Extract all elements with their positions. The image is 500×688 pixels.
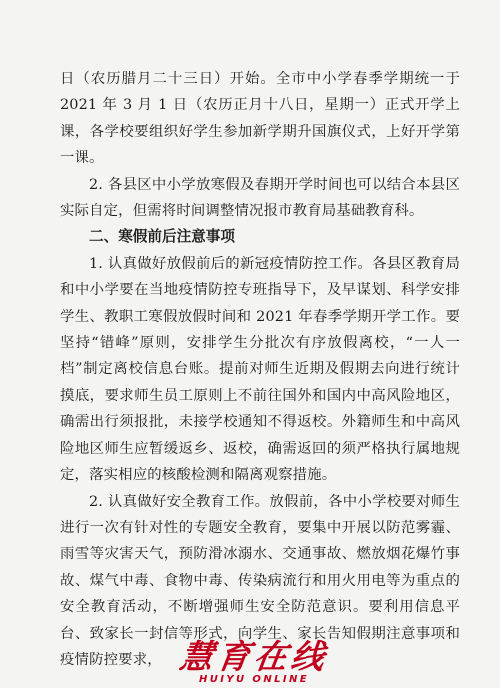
paragraph-school-start-date: 日（农历腊月二十三日）开始。全市中小学春季学期统一于 2021 年 3 月 1 日（农历正月十八日，星期一）正式开学上课，各学校要组织好学生参加新学期升国旗仪式，上好开学第一课。 <box>60 71 460 167</box>
section-heading: 二、寒假前后注意事项 <box>89 228 235 246</box>
watermark-main-text: 慧育在线 <box>177 637 331 676</box>
paragraph-safety-education: 2. 认真做好安全教育工作。放假前，各中小学校要对师生进行一次有针对性的专题安全教育，要集中开展以防范雾霾、雨雪等灾害天气，预防滑冰溺水、交通事故、燃放烟花爆竹事故、煤气中毒、食物中毒、传染病流行和用火用电等为重点的安全教育活动，不断增强师生安全防范意识。要利用信息平台、致家长一封信等形式，向学生、家长告知假期注意事项和疫情防控要求， <box>60 493 460 668</box>
paragraph-epidemic-control: 1. 认真做好放假前后的新冠疫情防控工作。各县区教育局和中小学要在当地疫情防控专班指导下，及早谋划、科学安排学生、教职工寒假放假时间和 2021 年春季学期开学工作。要坚持“错峰”原则，安排学生分批次有序放假离校，“一人一档”制定离校信息台账。提前对师生近期及假期去向进行统计摸底，要求师生员工原则上不前往国外和国内中高风险地区，确需出行须报批，未接学校通知不得返校。外籍师生和中高风险地区师生应暂缓返乡、返校，确需返回的须严格执行属地规定，落实相应的核酸检测和隔离观察措施。 <box>60 255 460 484</box>
watermark-logo <box>148 637 360 688</box>
watermark-sub-text: HUIYU ONLINE <box>198 674 310 685</box>
paragraph-county-schedule: 2. 各县区中小学放寒假及春期开学时间也可以结合本县区实际自定，但需将时间调整情况报市教育局基础教育科。 <box>60 176 460 220</box>
